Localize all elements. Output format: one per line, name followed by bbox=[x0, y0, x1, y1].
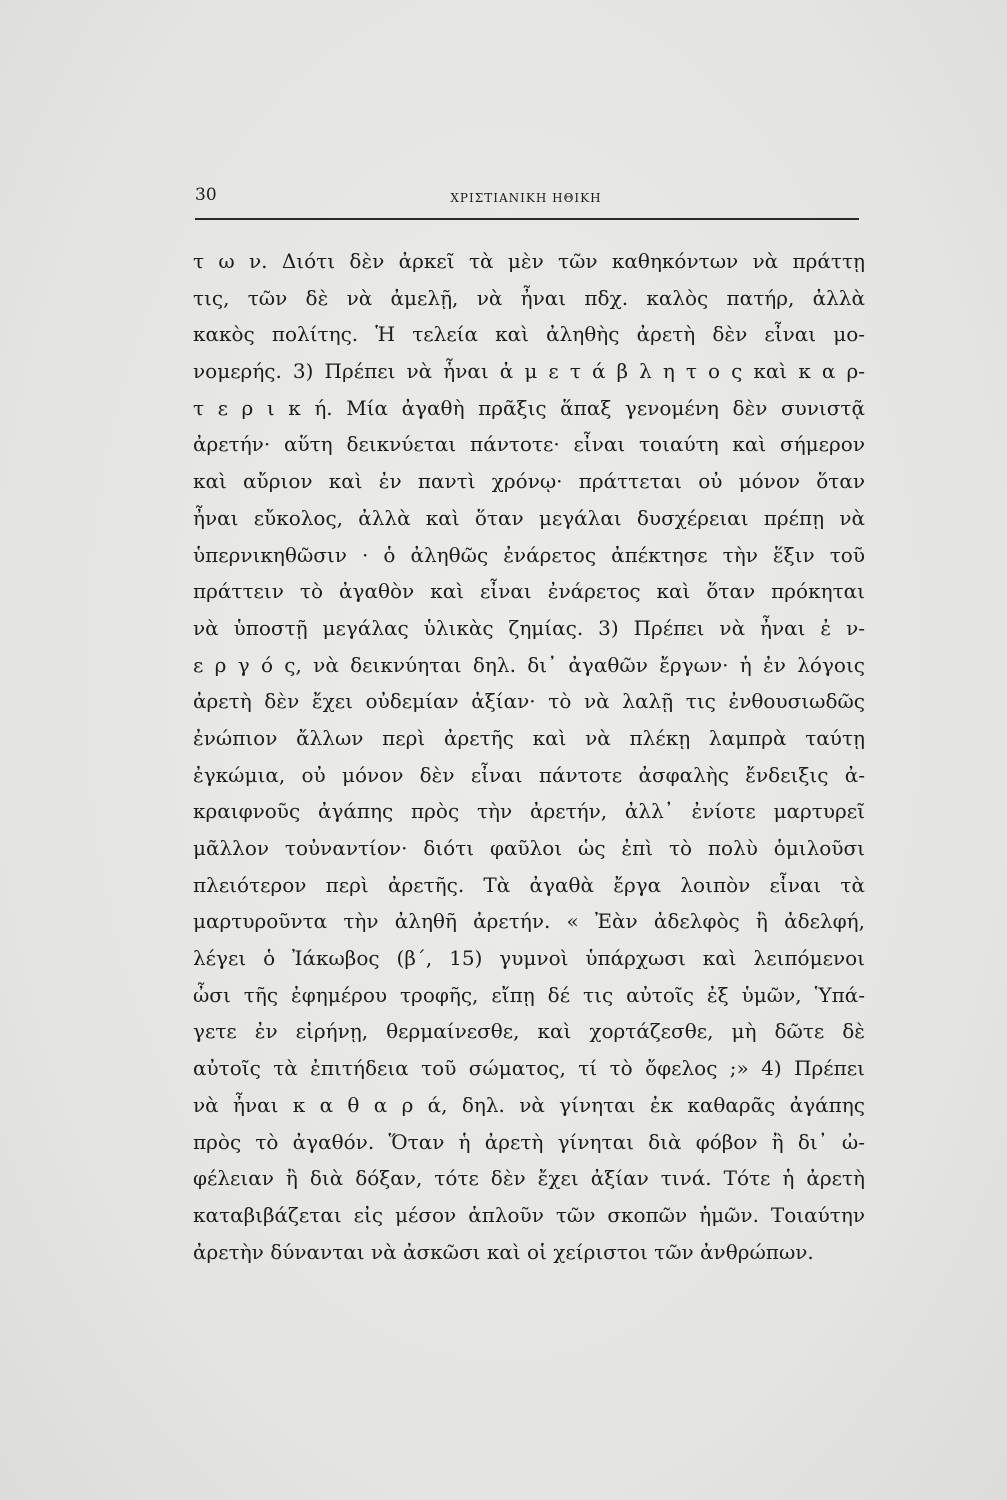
text-line: μαρτυροῦντα τὴν ἀληθῆ ἀρετήν. « Ἐὰν ἀδελφὸς ἢ ἀδελφή, bbox=[193, 909, 865, 934]
text-line: γετε ἐν εἰρήνῃ, θερμαίνεσθε, καὶ χορτάζεσθε, μὴ δῶτε δὲ bbox=[193, 1019, 865, 1044]
text-line: ἐγκώμια, οὐ μόνον δὲν εἶναι πάντοτε ἀσφαλὴς ἔνδειξις ἀ- bbox=[193, 762, 865, 787]
text-line: ἐνώπιον ἄλλων περὶ ἀρετῆς καὶ νὰ πλέκῃ λαμπρὰ ταύτῃ bbox=[193, 725, 865, 750]
text-line: φέλειαν ἢ διὰ δόξαν, τότε δὲν ἔχει ἀξίαν τινά. Τότε ἡ ἀρετὴ bbox=[193, 1166, 865, 1191]
text-line: κακὸς πολίτης. Ἡ τελεία καὶ ἀληθὴς ἀρετὴ δὲν εἶναι μο- bbox=[193, 322, 865, 347]
text-line: ὑπερνικηθῶσιν · ὁ ἀληθῶς ἐνάρετος ἀπέκτησε τὴν ἕξιν τοῦ bbox=[193, 542, 865, 567]
running-title: ΧΡΙΣΤΙΑΝΙΚΗ ΗΘΙΚΗ bbox=[450, 191, 602, 205]
page-header bbox=[195, 185, 857, 219]
header-rule bbox=[195, 218, 859, 220]
text-line: μᾶλλον τοὐναντίον· διότι φαῦλοι ὡς ἐπὶ τὸ πολὺ ὁμιλοῦσι bbox=[193, 836, 865, 860]
text-line: ε ρ γ ό ς, νὰ δεικνύηται δηλ. δι᾽ ἀγαθῶν ἔργων· ἡ ἐν λόγοις bbox=[193, 652, 865, 677]
text-line: πλειότερον περὶ ἀρετῆς. Τὰ ἀγαθὰ ἔργα λοιπὸν εἶναι τὰ bbox=[193, 872, 865, 897]
text-line: τις, τῶν δὲ νὰ ἀμελῇ, νὰ ἦναι πδχ. καλὸς πατήρ, ἀλλὰ bbox=[193, 285, 865, 310]
text-line: αὐτοῖς τὰ ἐπιτήδεια τοῦ σώματος, τί τὸ ὄφελος ;» 4) Πρέπει bbox=[193, 1056, 865, 1081]
text-line: νὰ ἦναι κ α θ α ρ ά, δηλ. νὰ γίνηται ἐκ καθαρᾶς ἀγάπης bbox=[193, 1092, 865, 1117]
text-line: νὰ ὑποστῇ μεγάλας ὑλικὰς ζημίας. 3) Πρέπει νὰ ἦναι ἐ ν- bbox=[193, 615, 865, 640]
text-line: νομερής. 3) Πρέπει νὰ ἦναι ἀ μ ε τ ά β λ η τ ο ς καὶ κ α ρ- bbox=[193, 359, 865, 384]
page-number: 30 bbox=[195, 185, 217, 205]
text-line: λέγει ὁ Ἰάκωβος (β΄, 15) γυμνοὶ ὑπάρχωσι καὶ λειπόμενοι bbox=[193, 946, 865, 971]
text-line: καταβιβάζεται εἰς μέσον ἁπλοῦν τῶν σκοπῶν ἡμῶν. Τοιαύτην bbox=[193, 1202, 865, 1227]
text-line: ἦναι εὔκολος, ἀλλὰ καὶ ὅταν μεγάλαι δυσχέρειαι πρέπῃ νὰ bbox=[193, 505, 865, 530]
text-line: πρὸς τὸ ἀγαθόν. Ὅταν ἡ ἀρετὴ γίνηται διὰ φόβον ἢ δι᾽ ὠ- bbox=[193, 1129, 865, 1154]
text-line: τ ε ρ ι κ ή. Μία ἀγαθὴ πρᾶξις ἅπαξ γενομένη δὲν συνιστᾷ bbox=[193, 395, 865, 420]
text-line: ἀρετὴ δὲν ἔχει οὐδεμίαν ἀξίαν· τὸ νὰ λαλῇ τις ἐνθουσιωδῶς bbox=[193, 689, 865, 714]
text-line: ὦσι τῆς ἐφημέρου τροφῆς, εἴπῃ δέ τις αὐτοῖς ἐξ ὑμῶν, Ὑπά- bbox=[193, 982, 865, 1007]
text-line: κραιφνοῦς ἀγάπης πρὸς τὴν ἀρετήν, ἀλλ᾽ ἐνίοτε μαρτυρεῖ bbox=[193, 799, 865, 824]
text-line: καὶ αὔριον καὶ ἐν παντὶ χρόνῳ· πράττεται οὐ μόνον ὅταν bbox=[193, 469, 865, 494]
text-line: τ ω ν. Διότι δὲν ἀρκεῖ τὰ μὲν τῶν καθηκόντων νὰ πράττῃ bbox=[193, 249, 865, 273]
text-line: ἀρετήν· αὕτη δεικνύεται πάντοτε· εἶναι τοιαύτη καὶ σήμερον bbox=[193, 432, 865, 457]
text-line: ἀρετὴν δύνανται νὰ ἀσκῶσι καὶ οἱ χείριστοι τῶν ἀνθρώπων. bbox=[193, 1239, 814, 1264]
body-text bbox=[193, 243, 865, 1270]
text-line: πράττειν τὸ ἀγαθὸν καὶ εἶναι ἐνάρετος καὶ ὅταν πρόκηται bbox=[193, 579, 865, 604]
